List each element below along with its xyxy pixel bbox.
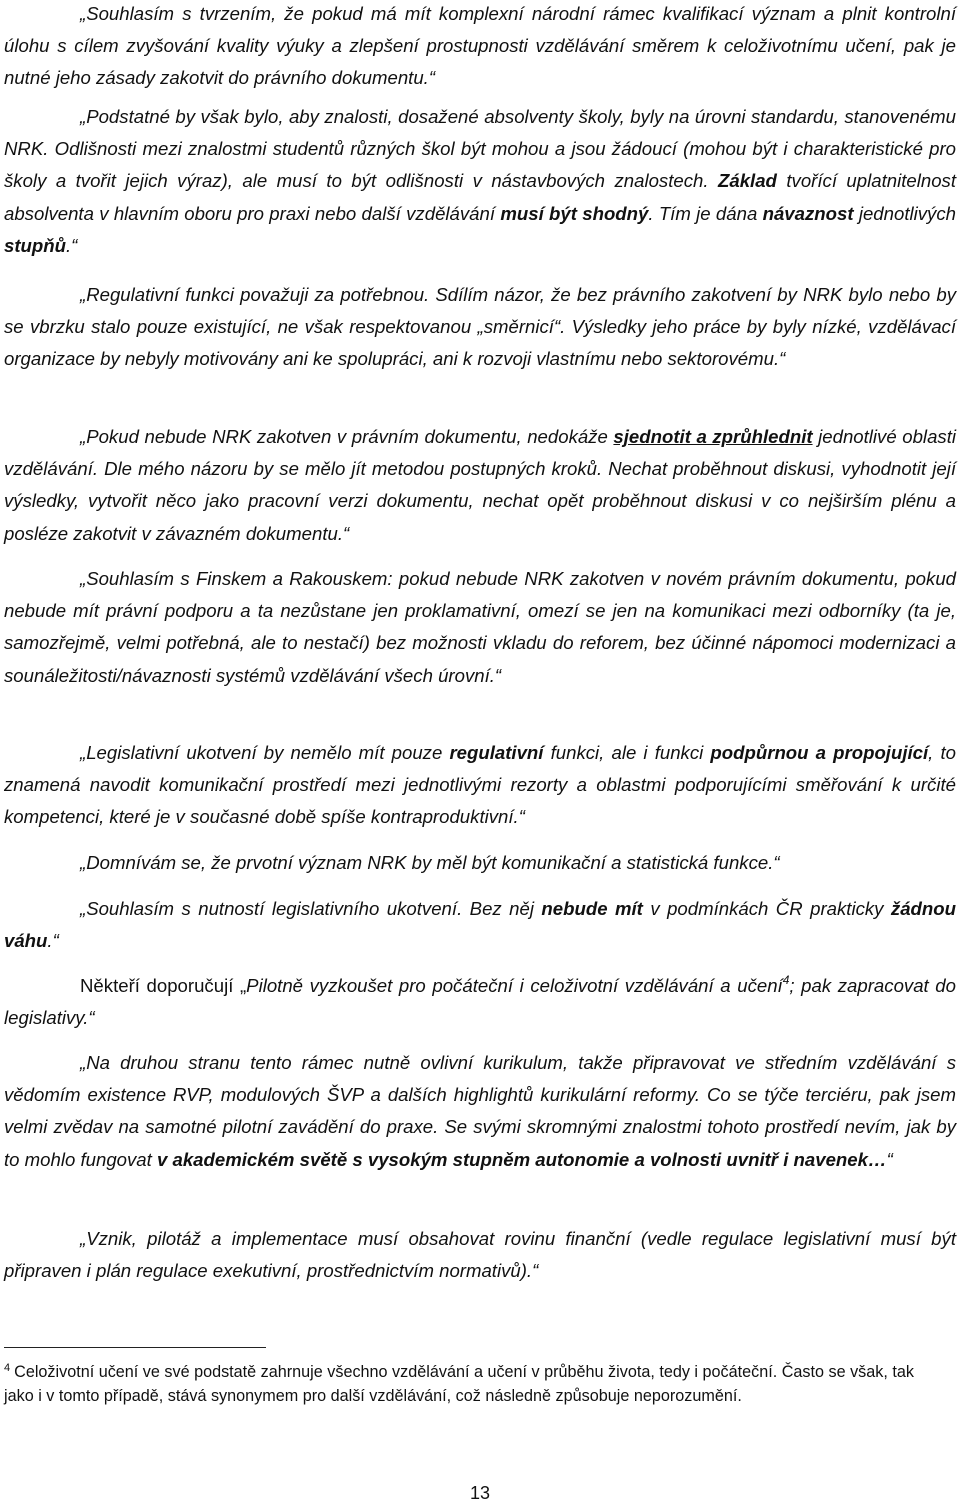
footnote-reference: 4 [782, 973, 790, 987]
paragraph-8 [4, 893, 956, 957]
text-span: „Souhlasím s Finskem a Rakouskem: pokud nebude NRK zakotven v novém právním dokumentu, pokud nebude mít právní podporu a ta nezůstane jen proklamativní, omezí se jen na komunikaci mezi odborníky (ta je, samozřejmě, velmi potřebná, ale to nestačí) bez možnosti vkladu do reforem, bez účinné nápomoci modernizaci a sounáležitosti/návaznosti systémů vzdělávání všech úrovní.“ [4, 568, 956, 686]
text-span: podpůrnou a propojující [710, 742, 929, 763]
paragraph-9 [4, 970, 956, 1034]
text-span: Základ [718, 170, 777, 192]
text-span: v akademickém světě s vysokým stupněm autonomie a volnosti uvnitř i navenek… [156, 1148, 887, 1170]
paragraph-6 [4, 737, 956, 834]
paragraph-7 [4, 847, 956, 879]
page-number: 13 [469, 1483, 491, 1503]
footnote [4, 1356, 944, 1408]
text-span: „Vznik, pilotáž a implementace musí obsahovat rovinu finanční (vedle regulace legislativní musí být připraven i plán regulace exekutivní, prostřednictvím normativů).“ [4, 1228, 956, 1282]
text-span: „Legislativní ukotvení by nemělo mít pouze [80, 742, 450, 763]
text-span: . Tím je dána [648, 202, 763, 224]
text-span: .“ [65, 234, 78, 256]
text-span: „Souhlasím s tvrzením, že pokud má mít komplexní národní rámec kvalifikací význam a plnit kontrolní úlohu s cílem zvyšování kvality výuky a zlepšení prostupnosti vzdělávání směrem k celoživotnímu učení, pak je nutné jeho zásady zakotvit do právního dokumentu.“ [4, 3, 956, 89]
paragraph-4 [4, 421, 956, 550]
text-span: žádnou váhu [4, 898, 956, 952]
paragraph-5 [4, 563, 956, 692]
text-span: .“ [47, 930, 59, 952]
footnote-text: Celoživotní učení ve své podstatě zahrnuje všechno vzdělávání a učení v průběhu života, tedy i počáteční. Často se však, tak jako i v tomto případě, stává synonymem pro další vzdělávání, což následně způsobuje neporozumění. [4, 1363, 914, 1406]
paragraph-10 [4, 1047, 956, 1176]
text-span: jednotlivých [853, 202, 956, 224]
text-span: ; pak zapracovat do legislativy.“ [4, 975, 956, 1029]
paragraph-11 [4, 1223, 956, 1287]
text-span: „Pokud nebude NRK zakotven v právním dokumentu, nedokáže [80, 426, 614, 447]
text-span: jednotlivé oblasti vzdělávání. Dle mého názoru by se mělo jít metodou postupných kroků. Nechat proběhnout diskusi, vyhodnotit její výsledky, vytvořit něco jako pracovní verzi dokumentu, nechat opět proběhnout diskusi v co nejširším plénu a posléze zakotvit v závazném dokumentu.“ [4, 426, 956, 544]
text-span: regulativní [449, 742, 544, 763]
text-span: nebude mít [541, 898, 643, 919]
text-span: “ [886, 1148, 893, 1170]
text-span: musí být shodný [500, 202, 649, 224]
text-span: „Regulativní funkci považuji za potřebnou. Sdílím názor, že bez právního zakotvení by NRK bylo nebo by se vbrzku stalo pouze existující, ne však respektovanou „směrnicí“. Výsledky jeho práce by byly nízké, vzdělávací organizace by nebyly motivovány ani ke spolupráci, ani k rozvoji vlastnímu nebo sektorovému.“ [4, 284, 956, 370]
text-span: návaznost [762, 202, 854, 224]
text-span: Odlišnosti mezi znalostmi studentů různých škol být mohou a jsou žádoucí (mohou být i charakteristické pro školy a tvořit jejich výraz), ale musí to být odlišnosti v nástavbových znalostech. [4, 138, 956, 192]
text-span: stupňů [4, 234, 66, 256]
text-span: tvořící uplatnitelnost absolventa v hlavním oboru pro praxi nebo další vzdělávání [4, 170, 957, 224]
footnote-separator [4, 1347, 266, 1348]
text-span: funkci, ale i funkci [543, 742, 711, 763]
paragraph-2 [4, 101, 956, 262]
text-span: , to znamená navodit komunikační prostředí mezi jednotlivými rezorty a oblastmi podporujícími směřování k určité kompetenci, které je v současné době spíše kontraproduktivní.“ [4, 742, 956, 828]
text-span: „Na druhou stranu tento rámec nutně ovlivní kurikulum, takže připravovat ve středním vzdělávání s vědomím existence RVP, modulových ŠVP a dalších highlightů kurikulární reformy. Co se týče terciéru, pak jsem velmi zvědav na samotné pilotní zavádění do praxe. Se svými skromnými znalostmi tohoto prostředí nevím, jak by to mohlo fungovat [4, 1052, 956, 1170]
text-span: Pilotně vyzkoušet pro počáteční i celoživotní vzdělávání a učení [246, 975, 783, 996]
text-span: sjednotit a zprůhlednit [613, 426, 813, 447]
text-span: „Souhlasím s nutností legislativního ukotvení. Bez něj [80, 898, 542, 919]
paragraph-1 [4, 0, 956, 95]
text-span: „Podstatné by však bylo, aby znalosti, dosažené absolventy školy, byly na úrovni standardu, stanovenému NRK. [4, 106, 956, 160]
text-span: „Domnívám se, že prvotní význam NRK by měl být komunikační a statistická funkce.“ [80, 852, 780, 873]
footnote-number: 4 [4, 1362, 11, 1374]
paragraph-3 [4, 279, 956, 376]
text-span: v podmínkách ČR prakticky [642, 898, 891, 919]
text-span: Někteří doporučují „ [80, 975, 247, 996]
